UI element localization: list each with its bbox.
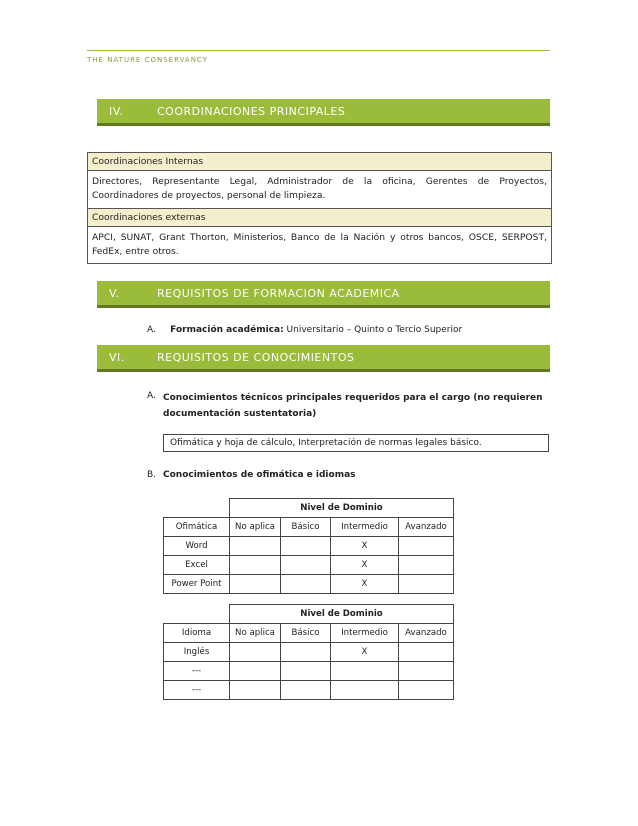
lang-header-cell: Intermedio (331, 623, 399, 642)
office-cell (230, 555, 281, 574)
table-row (164, 642, 454, 661)
office-skills-table (163, 498, 454, 594)
office-lang-heading-text: Conocimientos de ofimática e idiomas (163, 470, 356, 480)
office-lang-letter: B. (147, 470, 157, 480)
office-cell: Excel (164, 555, 230, 574)
lang-cell: Inglés (164, 642, 230, 661)
table-row (164, 536, 454, 555)
table-row (164, 574, 454, 593)
office-header-cell: Intermedio (331, 517, 399, 536)
section-iv-bar (97, 99, 550, 126)
academic-item-letter: A. (147, 325, 156, 335)
academic-item-value: Universitario – Quinto o Tercio Superior (286, 325, 463, 335)
lang-cell: --- (164, 661, 230, 680)
section-vi-number: VI. (109, 350, 125, 364)
lang-cell (230, 642, 281, 661)
academic-item (147, 325, 462, 335)
language-skills-table (163, 604, 454, 700)
section-vi-title: REQUISITOS DE CONOCIMIENTOS (157, 350, 355, 364)
office-cell (281, 536, 331, 555)
section-iv-number: IV. (109, 104, 124, 118)
lang-cell (281, 680, 331, 699)
lang-cell (331, 680, 399, 699)
lang-header-cell: Idioma (164, 623, 230, 642)
external-coordinations-text: APCI, SUNAT, Grant Thorton, Ministerios, Banco de la Nación y otros bancos, OSCE, SERPOST, FedEx, entre otros. (92, 231, 547, 257)
header-rule (87, 50, 550, 51)
office-cell (281, 574, 331, 593)
lang-header-cell: No aplica (230, 623, 281, 642)
office-cell: X (331, 555, 399, 574)
lang-cell: --- (164, 680, 230, 699)
office-cell (399, 574, 454, 593)
lang-header-cell: Avanzado (399, 623, 454, 642)
lang-header-cell: Básico (281, 623, 331, 642)
lang-table-blank (164, 605, 230, 624)
office-header-cell: Ofimática (164, 517, 230, 536)
academic-item-label: Formación académica: (170, 325, 284, 335)
tech-knowledge-line2: documentación sustentatoria) (163, 408, 317, 419)
tech-knowledge-letter: A. (147, 391, 156, 401)
office-table-title: Nivel de Dominio (230, 499, 454, 518)
office-header-cell: No aplica (230, 517, 281, 536)
office-cell: Word (164, 536, 230, 555)
section-v-title: REQUISITOS DE FORMACION ACADEMICA (157, 286, 400, 300)
office-cell (281, 555, 331, 574)
table-row (164, 680, 454, 699)
coordinations-table (87, 152, 552, 264)
lang-table-title: Nivel de Dominio (230, 605, 454, 624)
internal-coordinations-text: Directores, Representante Legal, Administrador de la oficina, Gerentes de Proyectos, Coordinadores de proyectos, personal de limpieza. (88, 171, 551, 209)
tech-knowledge-line1: Conocimientos técnicos principales requeridos para el cargo (no requieren (163, 393, 543, 403)
tech-knowledge-text (163, 391, 543, 423)
office-cell (399, 555, 454, 574)
lang-cell (230, 661, 281, 680)
lang-cell (399, 642, 454, 661)
internal-coordinations-label: Coordinaciones Internas (88, 153, 551, 171)
office-cell: X (331, 574, 399, 593)
lang-cell (281, 661, 331, 680)
table-row (164, 661, 454, 680)
office-header-cell: Básico (281, 517, 331, 536)
section-v-bar (97, 281, 550, 308)
external-coordinations-label: Coordinaciones externas (88, 209, 551, 227)
lang-cell (281, 642, 331, 661)
office-cell: Power Point (164, 574, 230, 593)
table-row (164, 555, 454, 574)
section-v-number: V. (109, 286, 120, 300)
section-iv-title: COORDINACIONES PRINCIPALES (157, 104, 346, 118)
office-table-blank (164, 499, 230, 518)
office-cell (230, 574, 281, 593)
office-cell (399, 536, 454, 555)
office-cell: X (331, 536, 399, 555)
office-lang-heading (163, 470, 356, 480)
tech-knowledge-box: Ofimática y hoja de cálculo, Interpretación de normas legales básico. (163, 434, 549, 452)
lang-cell (399, 680, 454, 699)
office-header-cell: Avanzado (399, 517, 454, 536)
section-vi-bar (97, 345, 550, 372)
lang-cell (399, 661, 454, 680)
lang-cell (331, 661, 399, 680)
header-org: THE NATURE CONSERVANCY (87, 56, 208, 64)
lang-cell (230, 680, 281, 699)
lang-cell: X (331, 642, 399, 661)
office-cell (230, 536, 281, 555)
